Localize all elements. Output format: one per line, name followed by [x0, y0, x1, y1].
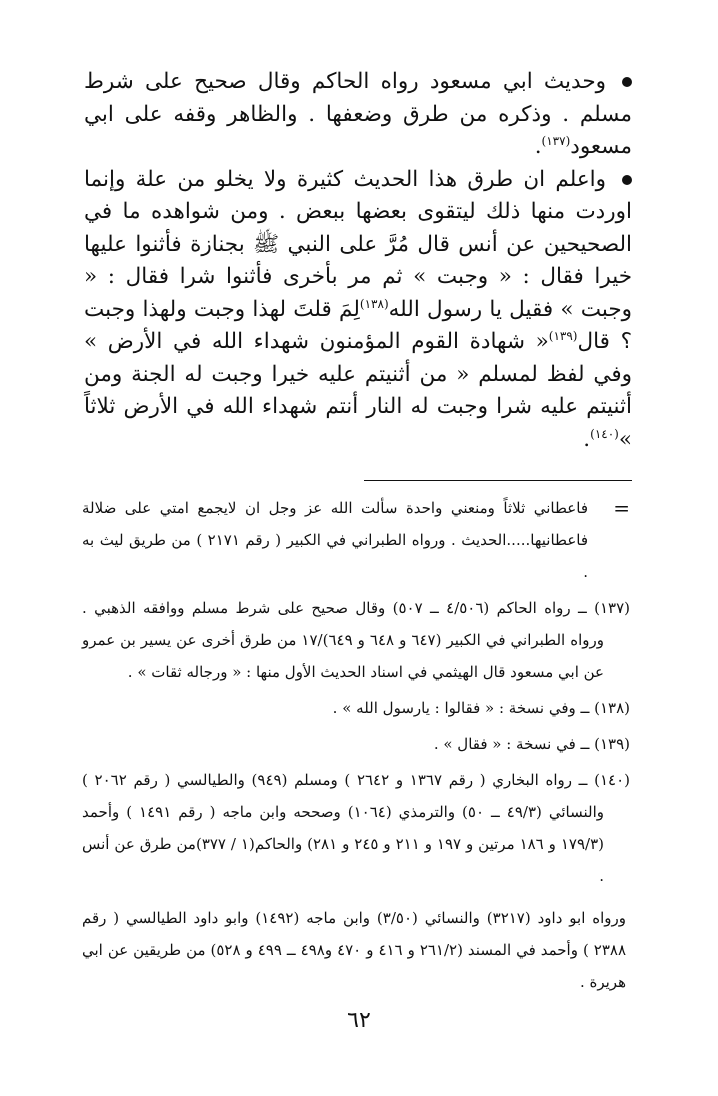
paragraph-2-text-2: لِمَ قلتَ لهذا وجبت ولهذا وجبت ؟ قال [84, 296, 632, 354]
paragraph-1-tail: . [534, 134, 542, 159]
footnote-ref-140[interactable]: (١٤٠) [590, 426, 619, 441]
footnote-separator [364, 480, 632, 481]
footnote-ref-137[interactable]: (١٣٧) [541, 133, 571, 148]
bullet-icon [622, 175, 632, 185]
footnote-continuation [82, 492, 630, 588]
footnote-ref-138[interactable]: (١٣٨) [359, 296, 389, 311]
footnote-continuation-text: فاعطاني ثلاثاً ومنعني واحدة سألت الله عز وجل ان لايجمع امتي على ضلالة فاعطانيها.....الحديث . ورواه الطبراني في الكبير ( رقم ٢١٧١ ) من طريق ليث به . [82, 499, 589, 581]
footnote-137: (١٣٧) ــ رواه الحاكم (٤/٥٠٦ ــ ٥٠٧) وقال صحيح على شرط مسلم ووافقه الذهبي . ورواه الطبراني في الكبير (٦٤٧ و ٦٤٨ و ٦٤٩)/١٧ من طرق أخرى عن يسير بن عمرو عن ابي مسعود قال الهيثمي في اسناد الحديث الأول منها : « ورجاله ثقات » . [82, 599, 630, 681]
paragraph-2 [84, 164, 632, 457]
paragraph-1 [84, 66, 632, 164]
bullet-icon [622, 77, 632, 87]
paragraph-2-text: واعلم ان طرق هذا الحديث كثيرة ولا يخلو من علة وإنما اوردت منها ذلك ليتقوى بعضها ببعض . ومن شواهده ما في الصحيحين عن أنس قال مُرَّ على النبي ﷺ بجنازة فأثنوا عليها خيرا فقال : « وجبت » ثم مر بأخرى فأثنوا شرا فقال : « وجبت » فقيل يا رسول الله [84, 166, 632, 322]
main-text [84, 66, 632, 456]
paragraph-1-text: وحديث ابي مسعود رواه الحاكم وقال صحيح على شرط مسلم . وذكره من طرق وضعفها . والظاهر وقفه على ابي مسعود [84, 69, 632, 159]
footnotes [82, 492, 630, 1002]
footnote-140-additional: ورواه ابو داود (٣٢١٧) والنسائي (٣/٥٠) وابن ماجه (١٤٩٢) وابو داود الطيالسي ( رقم ٢٣٨٨ ) وأحمد في المسند (٢٦١/٢ و ٤١٦ و ٤٧٠ و٤٩٨ ــ ٤٩٩ و ٥٢٨) من طريقين عن ابي هريرة . [82, 909, 627, 991]
footnote-ref-139[interactable]: (١٣٩) [548, 328, 578, 343]
paragraph-2-text-3: « شهادة القوم المؤمنون شهداء الله في الأرض » وفي لفظ لمسلم « من أثنيتم عليه خيرا وجبت له الجنة ومن أثنيتم عليه شرا وجبت له النار أنتم شهداء الله في الأرض ثلاثاً » [84, 329, 632, 452]
footnote-139: (١٣٩) ــ في نسخة : « فقال » . [433, 735, 630, 753]
continuation-marker: = [613, 496, 630, 520]
footnote-140: (١٤٠) ــ رواه البخاري ( رقم ١٣٦٧ و ٢٦٤٢ ) ومسلم (٩٤٩) والطيالسي ( رقم ٢٠٦٢ ) والنسائي (٤٩/٣ ــ ٥٠) والترمذي (١٠٦٤) وصححه وابن ماجه ( رقم ١٤٩١ ) وأحمد (١٧٩/٣ و ١٨٦ مرتين و ١٩٧ و ٢١١ و ٢٤٥ و ٢٨١) والحاكم(١ / ٣٧٧)من طرق عن أنس . [82, 771, 631, 885]
footnote-138: (١٣٨) ــ وفي نسخة : « فقالوا : يارسول الله » . [332, 699, 630, 717]
paragraph-2-tail: . [583, 426, 591, 452]
page-number: ٦٢ [347, 1008, 371, 1033]
